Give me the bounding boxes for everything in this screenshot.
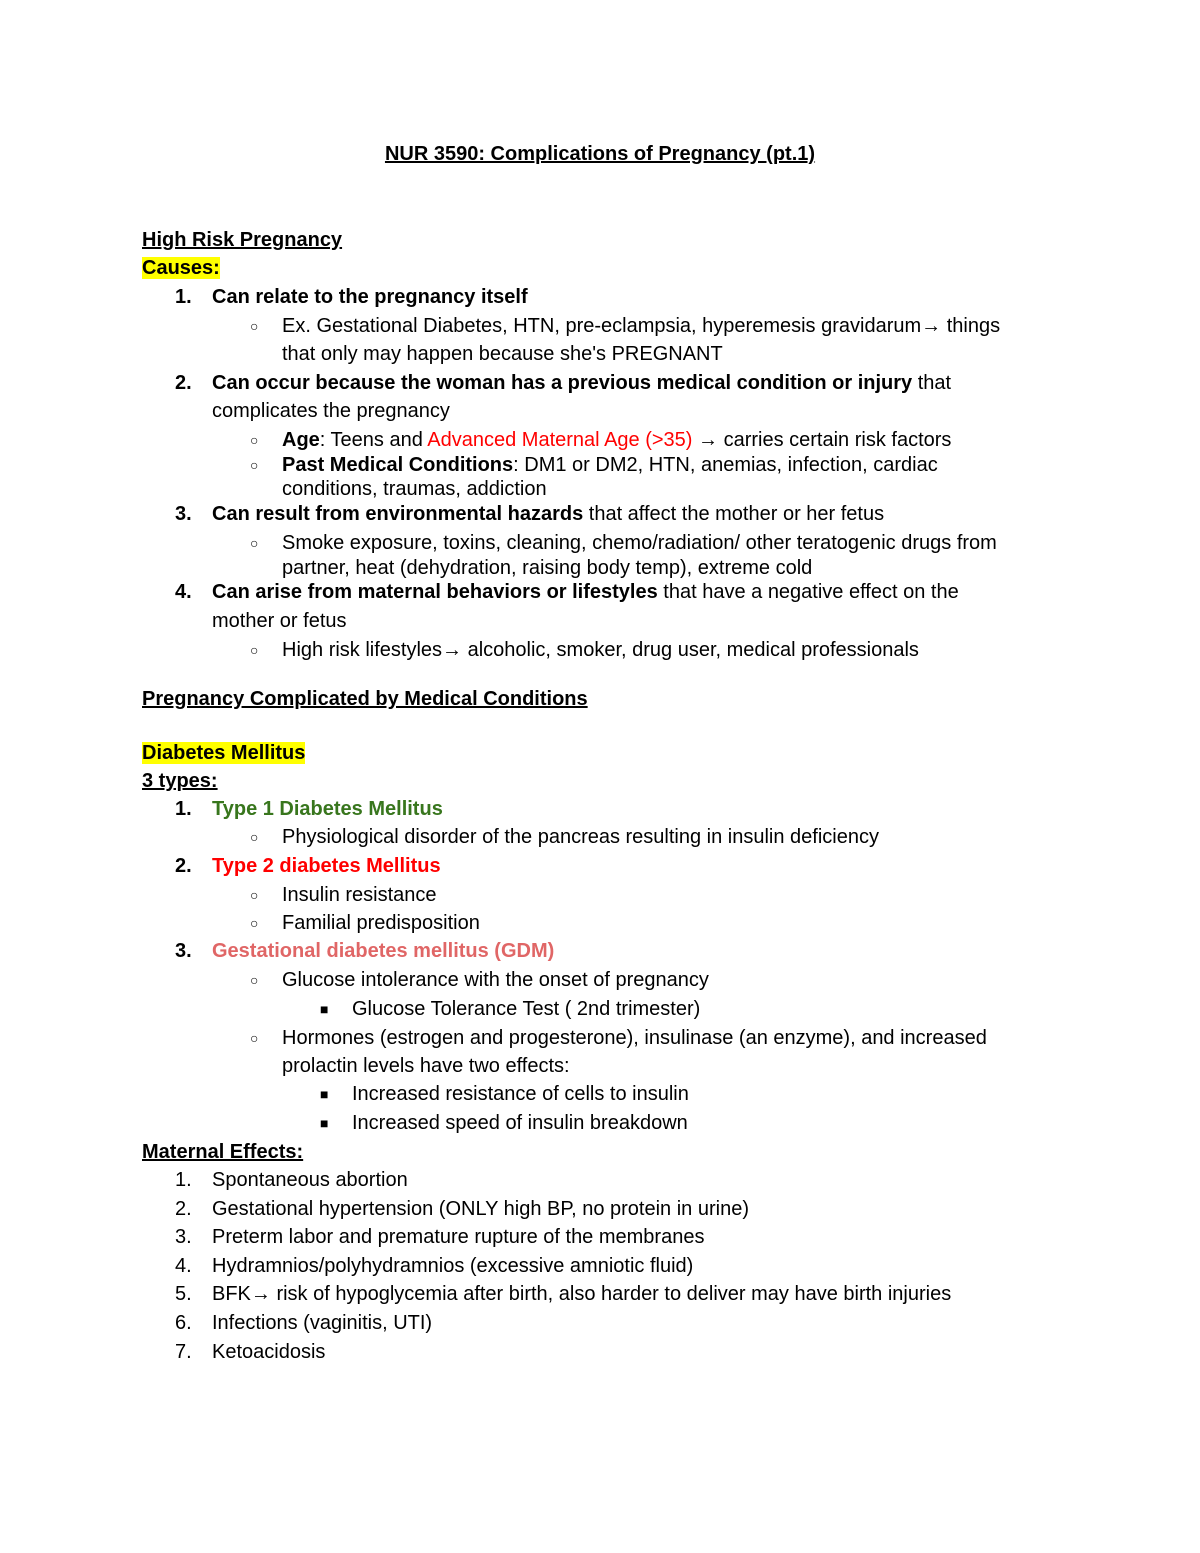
type-1-label: Type 1 Diabetes Mellitus — [212, 798, 443, 820]
open-bullet-icon: ○ — [250, 457, 259, 473]
list-number: 5. — [175, 1283, 192, 1305]
type-2-label: Type 2 diabetes Mellitus — [212, 855, 441, 877]
open-bullet-icon: ○ — [250, 535, 259, 551]
bullet-text: Familial predisposition — [282, 912, 480, 934]
type-3-label: Gestational diabetes mellitus (GDM) — [212, 940, 555, 962]
cause-item-2: Can occur because the woman has a previous medical condition or injury that — [212, 372, 952, 394]
square-bullet-icon: ■ — [320, 1001, 329, 1017]
bullet-text: prolactin levels have two effects: — [282, 1055, 570, 1077]
bullet-text: Glucose intolerance with the onset of pregnancy — [282, 969, 709, 991]
maternal-effect-item: BFK→ risk of hypoglycemia after birth, also harder to deliver may have birth injuries — [212, 1283, 952, 1305]
bullet-text: Ex. Gestational Diabetes, HTN, pre-eclampsia, hyperemesis gravidarum→ things — [282, 315, 1001, 337]
list-number: 6. — [175, 1312, 192, 1334]
sub-bullet-text: Increased resistance of cells to insulin — [352, 1083, 689, 1105]
bullet-age: Age: Teens and Advanced Maternal Age (>35) → carries certain risk factors — [282, 429, 952, 451]
list-number: 2. — [175, 372, 192, 394]
list-number: 7. — [175, 1341, 192, 1363]
section-heading-high-risk: High Risk Pregnancy — [142, 229, 343, 251]
cause-item-2-cont: complicates the pregnancy — [212, 400, 450, 422]
list-number: 1. — [175, 1169, 192, 1191]
cause-item-4: Can arise from maternal behaviors or lifestyles that have a negative effect on the — [212, 581, 959, 603]
list-number: 2. — [175, 855, 192, 877]
open-bullet-icon: ○ — [250, 829, 259, 845]
types-label: 3 types: — [142, 770, 218, 792]
bullet-text: partner, heat (dehydration, raising body temp), extreme cold — [282, 557, 813, 579]
bullet-text: Hormones (estrogen and progesterone), insulinase (an enzyme), and increased — [282, 1027, 987, 1049]
maternal-effect-item: Infections (vaginitis, UTI) — [212, 1312, 433, 1334]
maternal-effect-item: Spontaneous abortion — [212, 1169, 408, 1191]
open-bullet-icon: ○ — [250, 318, 259, 334]
bullet-text: Smoke exposure, toxins, cleaning, chemo/radiation/ other teratogenic drugs from — [282, 532, 997, 554]
bullet-text: High risk lifestyles→ alcoholic, smoker, drug user, medical professionals — [282, 639, 919, 661]
list-number: 3. — [175, 940, 192, 962]
cause-item-1: Can relate to the pregnancy itself — [212, 286, 528, 308]
cause-item-4-cont: mother or fetus — [212, 610, 347, 632]
list-number: 4. — [175, 581, 192, 603]
cause-item-3: Can result from environmental hazards that affect the mother or her fetus — [212, 503, 885, 525]
section-heading-medical-conditions: Pregnancy Complicated by Medical Conditions — [142, 688, 588, 710]
list-number: 1. — [175, 798, 192, 820]
open-bullet-icon: ○ — [250, 915, 259, 931]
maternal-effect-item: Preterm labor and premature rupture of the membranes — [212, 1226, 705, 1248]
open-bullet-icon: ○ — [250, 887, 259, 903]
sub-bullet-text: Increased speed of insulin breakdown — [352, 1112, 688, 1134]
open-bullet-icon: ○ — [250, 642, 259, 658]
bullet-past-medical-cont: conditions, traumas, addiction — [282, 478, 547, 500]
causes-label: Causes: — [142, 257, 220, 279]
list-number: 1. — [175, 286, 192, 308]
open-bullet-icon: ○ — [250, 1030, 259, 1046]
maternal-effect-item: Gestational hypertension (ONLY high BP, no protein in urine) — [212, 1198, 749, 1220]
bullet-text: Physiological disorder of the pancreas resulting in insulin deficiency — [282, 826, 879, 848]
diabetes-label: Diabetes Mellitus — [142, 742, 306, 764]
open-bullet-icon: ○ — [250, 972, 259, 988]
list-number: 2. — [175, 1198, 192, 1220]
list-number: 4. — [175, 1255, 192, 1277]
square-bullet-icon: ■ — [320, 1115, 329, 1131]
list-number: 3. — [175, 1226, 192, 1248]
bullet-text: Insulin resistance — [282, 884, 437, 906]
maternal-effect-item: Ketoacidosis — [212, 1341, 326, 1363]
maternal-effects-label: Maternal Effects: — [142, 1141, 304, 1163]
document-title: NUR 3590: Complications of Pregnancy (pt.1) — [384, 143, 816, 165]
bullet-past-medical: Past Medical Conditions: DM1 or DM2, HTN, anemias, infection, cardiac — [282, 454, 938, 476]
maternal-effect-item: Hydramnios/polyhydramnios (excessive amniotic fluid) — [212, 1255, 694, 1277]
sub-bullet-text: Glucose Tolerance Test ( 2nd trimester) — [352, 998, 701, 1020]
open-bullet-icon: ○ — [250, 432, 259, 448]
square-bullet-icon: ■ — [320, 1086, 329, 1102]
bullet-text: that only may happen because she's PREGNANT — [282, 343, 723, 365]
list-number: 3. — [175, 503, 192, 525]
